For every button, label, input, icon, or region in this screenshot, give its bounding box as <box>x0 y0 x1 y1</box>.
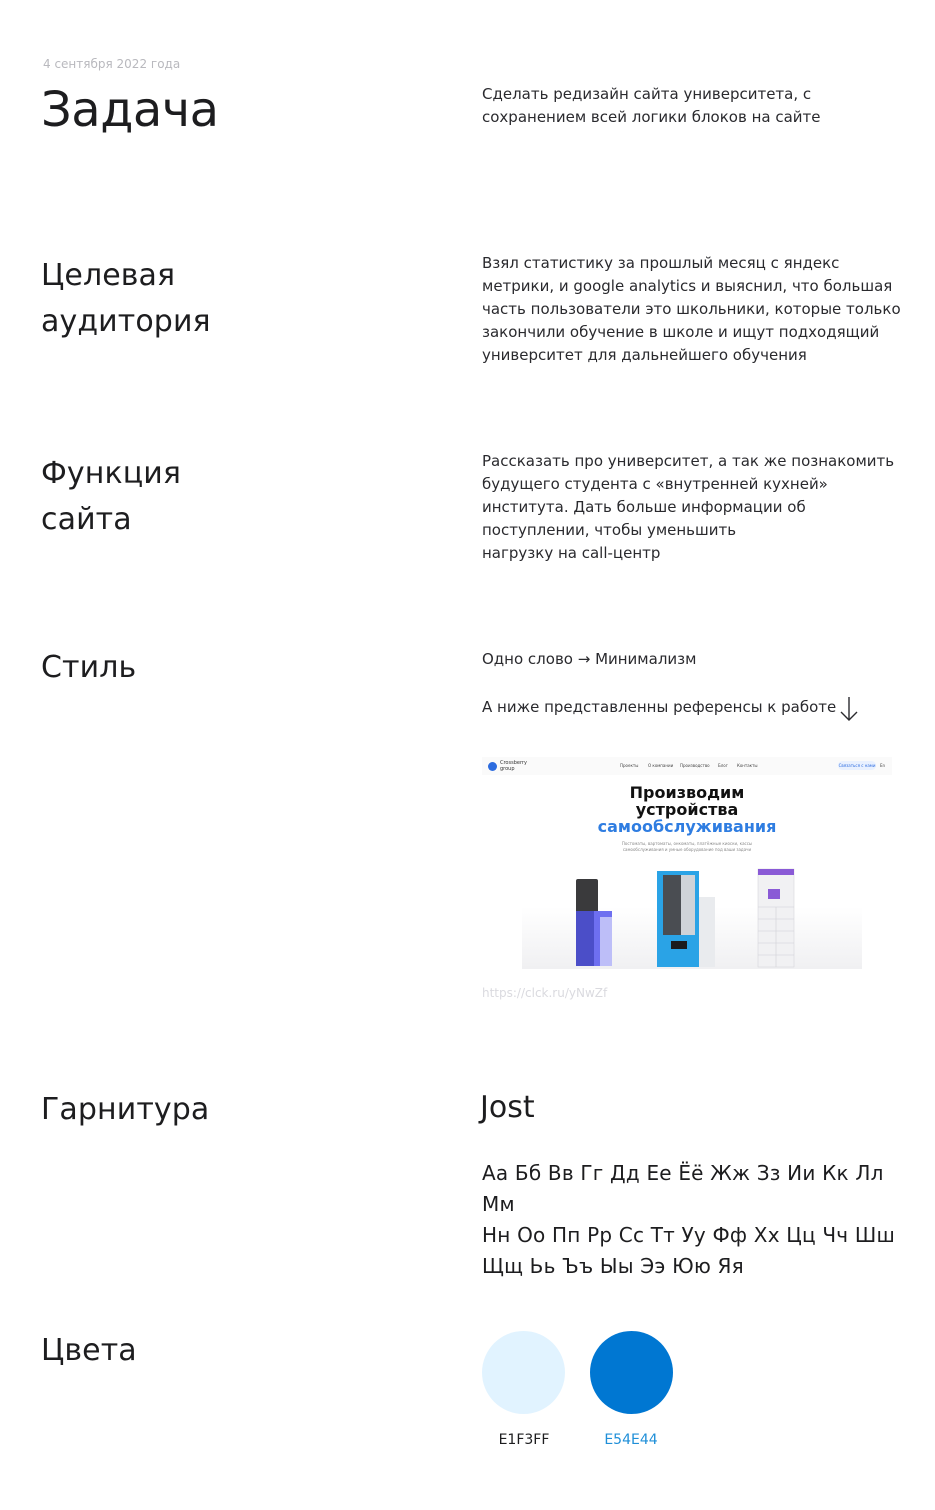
section-title-task: Задача <box>41 82 219 138</box>
reference-nav-item: О компании <box>648 763 674 768</box>
reference-logo-text: Crossberry group <box>500 760 527 772</box>
reference-logo-icon <box>488 762 497 771</box>
function-description: Рассказать про университет, а так же познакомить будущего студента с «внутренней кухней» института. Дать больше информации об поступлении, чтобы уменьшить нагрузку на call-центр <box>482 452 895 562</box>
style-references-text: А ниже представленны референсы к работе <box>482 698 837 716</box>
section-title-colors: Цвета <box>41 1333 137 1368</box>
reference-nav-item: Производство <box>680 763 710 768</box>
color-swatch-label: E54E44 <box>604 1432 658 1448</box>
color-swatch-label: E1F3FF <box>498 1432 550 1448</box>
document-date: 4 сентября 2022 года <box>43 57 181 71</box>
reference-subtitle: Постоматы, вартоматы, онкоматы, платёжные киоски, кассы самообслуживания и умные оборудование под ваши задачи <box>621 841 753 852</box>
reference-cta-button: Связаться с нами <box>838 763 876 768</box>
section-title-audience: Целевая аудитория <box>41 258 211 339</box>
section-title-typeface: Гарнитура <box>41 1092 210 1127</box>
section-title-style: Стиль <box>41 650 137 685</box>
task-description: Сделать редизайн сайта университета, с сохранением всей логики блоков на сайте <box>482 85 821 126</box>
color-swatch-light <box>482 1331 565 1414</box>
font-alphabet-sample: Аа Бб Вв Гг Дд Ее Ёё Жж Зз Ии Кк Лл Мм Нн Оо Пп Рр Сс Тт Уу Фф Хх Цц Чч Шш Щщ Ьь Ъъ Ыы Ээ Юю Яя <box>482 1161 895 1278</box>
reference-navbar <box>482 757 892 775</box>
reference-headline-3: самообслуживания <box>597 817 777 836</box>
reference-lang: En <box>880 763 886 768</box>
color-swatch-primary <box>590 1331 673 1414</box>
reference-nav-item: Контакты <box>737 763 758 768</box>
reference-nav-item: Блог <box>718 763 728 768</box>
reference-link[interactable]: https://clck.ru/yNwZf <box>482 986 608 1000</box>
reference-headline-2: устройства <box>635 800 739 819</box>
reference-screenshot[interactable] <box>482 757 892 969</box>
arrow-down-icon <box>839 695 859 723</box>
section-title-function: Функция сайта <box>41 456 181 537</box>
reference-kiosks-illustration <box>482 857 892 969</box>
style-one-word: Одно слово → Минимализм <box>482 650 697 668</box>
reference-nav-item: Проекты <box>620 763 639 768</box>
audience-description: Взял статистику за прошлый месяц с яндекс метрики, и google analytics и выяснил, что большая часть пользователи это школьники, которые только закончили обучение в школе и ищут подходящий университет для дальнейшего обучения <box>482 254 901 364</box>
font-name: Jost <box>480 1090 535 1125</box>
reference-headline-1: Производим <box>629 783 745 802</box>
